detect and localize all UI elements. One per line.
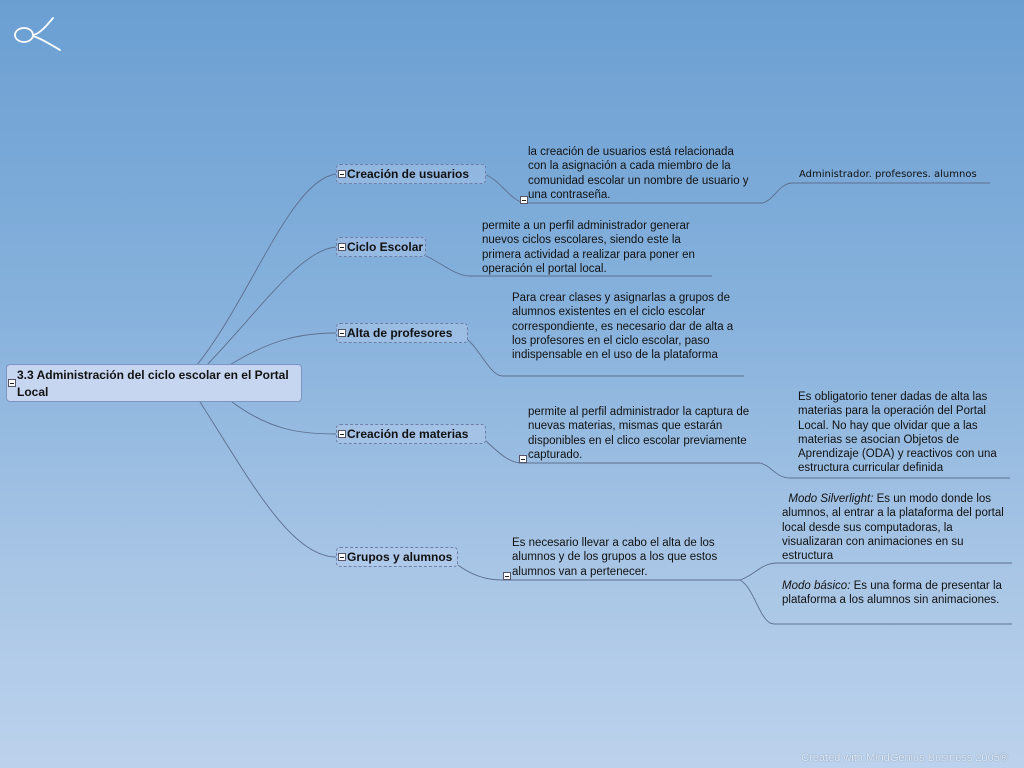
subnote-text: Es un modo donde los alumnos, al entrar a la plataforma del portal local desde sus computadoras, la visualizaran con animaciones en su estructura — [782, 493, 1004, 563]
branch-alta-profesores[interactable] — [336, 323, 468, 343]
note-ciclo-escolar: permite a un perfil administrador generar nuevos ciclos escolares, siendo este la primera actividad a realizar para poner en operación el portal local. — [482, 220, 695, 275]
subnote-modo-silverlight — [782, 492, 1004, 563]
branch-creacion-usuarios[interactable] — [336, 164, 486, 184]
branch-label: Creación de usuarios — [347, 167, 470, 181]
branch-collapse-toggle[interactable] — [338, 329, 346, 337]
branch-label: Creación de materias — [347, 427, 469, 441]
subnote-modo-basico — [782, 579, 1004, 608]
connector-root-profesores — [228, 333, 336, 366]
note-creacion-usuarios: la creación de usuarios está relacionada con la asignación a cada miembro de la comunidad escolar un nombre de usuario y una contraseña. — [528, 146, 749, 201]
branch-collapse-toggle[interactable] — [338, 170, 346, 178]
connector-grupos-subnote-1 — [740, 563, 1012, 580]
note-collapse-toggle[interactable] — [520, 196, 528, 204]
branch-collapse-toggle[interactable] — [338, 243, 346, 251]
branch-collapse-toggle[interactable] — [338, 553, 346, 561]
subnote-title: Modo Silverlight: — [788, 493, 874, 505]
connector-root-ciclo — [206, 247, 336, 366]
connector-root-grupos — [200, 402, 336, 557]
branch-label: Ciclo Escolar — [347, 240, 424, 254]
root-label: 3.3 Administración del ciclo escolar en el Portal Local — [17, 368, 289, 399]
branch-label: Alta de profesores — [347, 326, 453, 340]
note-creacion-materias: permite al perfil administrador la captura de nuevas materias, mismas que estarán disponibles en el clico escolar previamente capturado. — [528, 406, 750, 461]
branch-ciclo-escolar[interactable] — [336, 237, 426, 257]
footer-credit: Created with MindGenius Business 2005® — [801, 752, 1008, 764]
subnote-creacion-materias: Es obligatorio tener dadas de alta las materias para la operación del Portal Local. No hay que olvidar que a las materias se asocian Objetos de Aprendizaje (ODA) y reactivos con una estructura curricular definida — [798, 391, 997, 475]
connector-root-usuarios — [196, 174, 336, 366]
branch-grupos-alumnos[interactable] — [336, 547, 458, 567]
connector-root-materias — [232, 402, 336, 434]
note-alta-profesores: Para crear clases y asignarlas a grupos de alumnos existentes en el ciclo escolar correspondiente, es necesario dar de alta a los profesores en el ciclo escolar, paso indispensable en el uso de la plataforma — [512, 292, 734, 362]
note-collapse-toggle[interactable] — [519, 455, 527, 463]
branch-label: Grupos y alumnos — [347, 550, 453, 564]
subnote-title: Modo básico: — [782, 580, 851, 592]
subnote-creacion-usuarios: Administrador. profesores. alumnos — [799, 169, 977, 180]
branch-creacion-materias[interactable] — [336, 424, 486, 444]
subnote-text: Es una forma de presentar la plataforma a los alumnos sin animaciones. — [782, 580, 1002, 607]
connector-usuarios-subnote — [762, 183, 990, 203]
note-grupos-alumnos: Es necesario llevar a cabo el alta de los alumnos y de los grupos a los que estos alumnos van a pertenecer. — [512, 537, 718, 578]
note-collapse-toggle[interactable] — [503, 572, 511, 580]
mindgenius-logo-icon — [8, 14, 64, 54]
branch-collapse-toggle[interactable] — [338, 430, 346, 438]
root-node[interactable] — [6, 364, 302, 402]
root-collapse-toggle[interactable] — [8, 379, 16, 387]
